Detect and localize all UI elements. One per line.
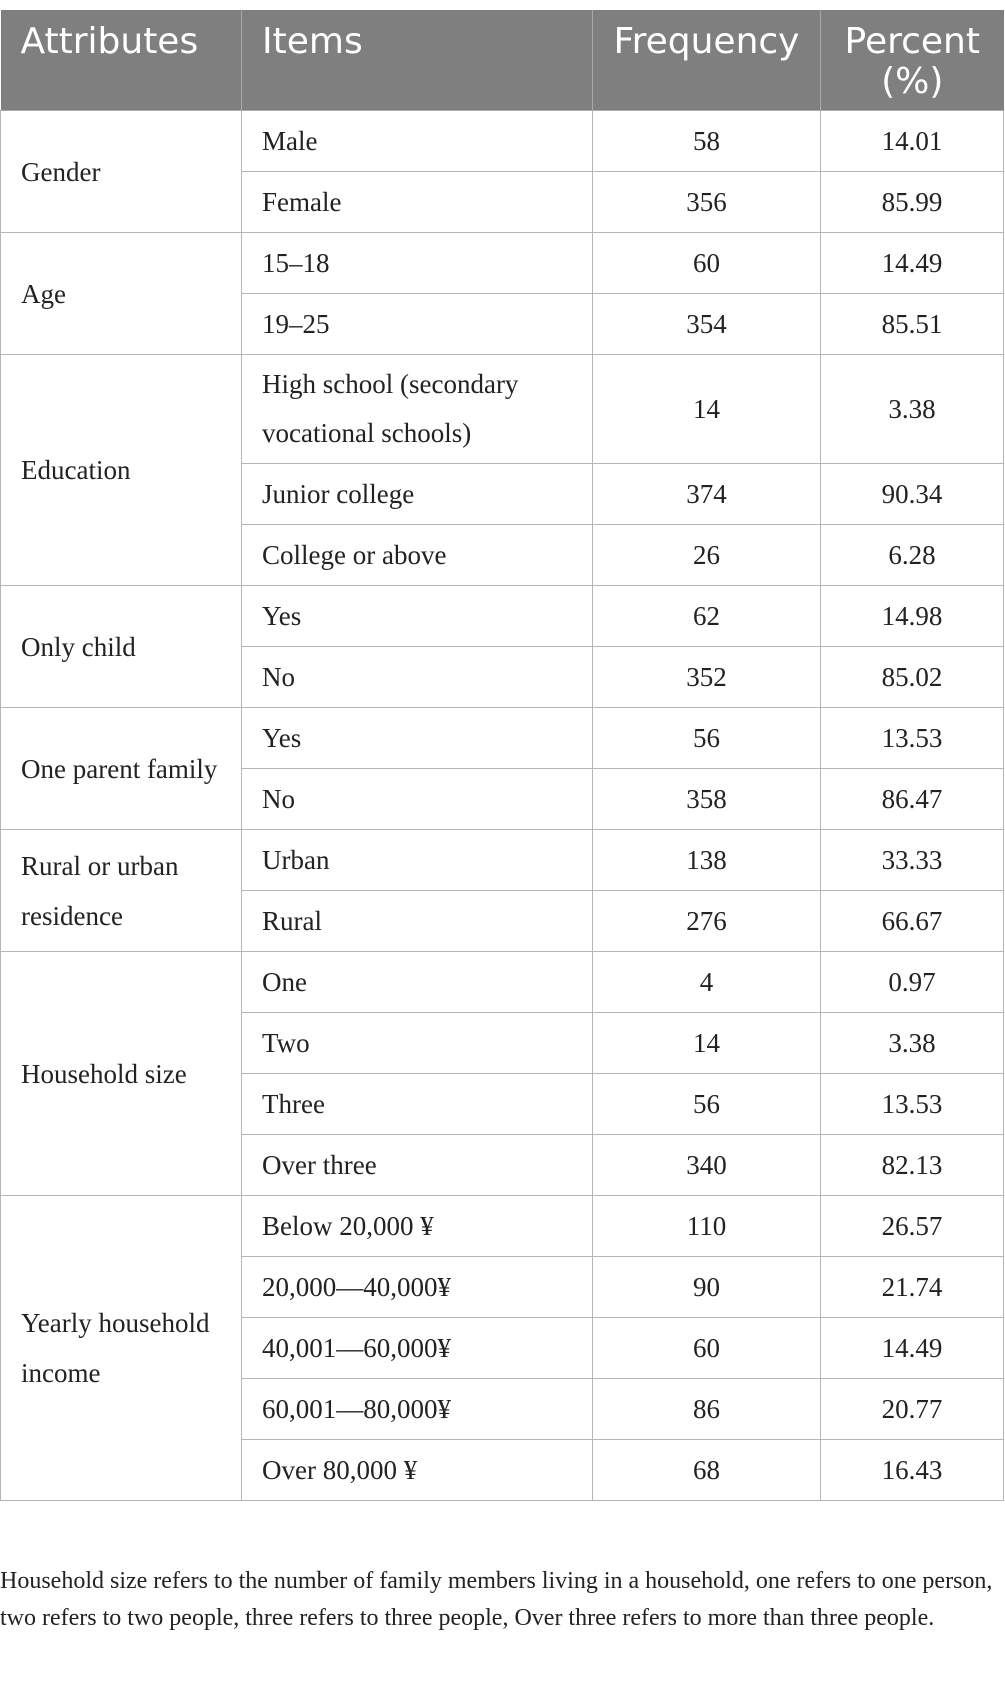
header-attributes: Attributes [1, 10, 242, 111]
frequency-cell: 354 [593, 294, 821, 355]
attribute-cell: Yearly household income [1, 1196, 242, 1501]
percent-cell: 66.67 [821, 891, 1004, 952]
frequency-cell: 58 [593, 111, 821, 172]
item-cell: Two [242, 1013, 593, 1074]
item-cell: Rural [242, 891, 593, 952]
item-cell: Female [242, 172, 593, 233]
table-row [1, 952, 1004, 1013]
percent-cell: 86.47 [821, 769, 1004, 830]
percent-cell: 33.33 [821, 830, 1004, 891]
percent-cell: 13.53 [821, 708, 1004, 769]
header-row [1, 10, 1004, 111]
frequency-cell: 352 [593, 647, 821, 708]
frequency-cell: 26 [593, 525, 821, 586]
frequency-cell: 60 [593, 233, 821, 294]
header-percent-label: Percent [844, 21, 980, 62]
frequency-cell: 374 [593, 464, 821, 525]
percent-cell: 16.43 [821, 1440, 1004, 1501]
percent-cell: 21.74 [821, 1257, 1004, 1318]
percent-cell: 26.57 [821, 1196, 1004, 1257]
frequency-cell: 56 [593, 708, 821, 769]
item-cell: Over three [242, 1135, 593, 1196]
item-cell: 40,001—60,000¥ [242, 1318, 593, 1379]
header-frequency: Frequency [593, 10, 821, 111]
item-cell: No [242, 769, 593, 830]
header-percent-unit: (%) [881, 61, 944, 102]
table-row [1, 111, 1004, 172]
frequency-cell: 356 [593, 172, 821, 233]
attribute-cell: Only child [1, 586, 242, 708]
table-row [1, 708, 1004, 769]
attribute-cell: One parent family [1, 708, 242, 830]
percent-cell: 13.53 [821, 1074, 1004, 1135]
frequency-cell: 56 [593, 1074, 821, 1135]
frequency-cell: 138 [593, 830, 821, 891]
percent-cell: 20.77 [821, 1379, 1004, 1440]
frequency-cell: 276 [593, 891, 821, 952]
attribute-cell: Household size [1, 952, 242, 1196]
table-row [1, 355, 1004, 464]
item-cell: One [242, 952, 593, 1013]
item-cell: 20,000—40,000¥ [242, 1257, 593, 1318]
table-row [1, 830, 1004, 891]
item-cell: 15–18 [242, 233, 593, 294]
header-percent [821, 10, 1004, 111]
item-cell: Urban [242, 830, 593, 891]
frequency-cell: 110 [593, 1196, 821, 1257]
percent-cell: 82.13 [821, 1135, 1004, 1196]
item-cell: College or above [242, 525, 593, 586]
demographics-table-container [0, 10, 1003, 1501]
frequency-cell: 4 [593, 952, 821, 1013]
attribute-cell: Education [1, 355, 242, 586]
percent-cell: 14.49 [821, 1318, 1004, 1379]
attribute-cell: Gender [1, 111, 242, 233]
item-cell: 60,001—80,000¥ [242, 1379, 593, 1440]
item-cell: Over 80,000 ¥ [242, 1440, 593, 1501]
demographics-table [0, 10, 1004, 1501]
percent-cell: 3.38 [821, 355, 1004, 464]
frequency-cell: 14 [593, 355, 821, 464]
table-row [1, 233, 1004, 294]
percent-cell: 14.49 [821, 233, 1004, 294]
table-row [1, 586, 1004, 647]
item-cell: Three [242, 1074, 593, 1135]
item-cell: No [242, 647, 593, 708]
header-items: Items [242, 10, 593, 111]
percent-cell: 3.38 [821, 1013, 1004, 1074]
item-cell: Yes [242, 586, 593, 647]
attribute-cell: Age [1, 233, 242, 355]
frequency-cell: 62 [593, 586, 821, 647]
frequency-cell: 68 [593, 1440, 821, 1501]
item-cell: Male [242, 111, 593, 172]
percent-cell: 85.02 [821, 647, 1004, 708]
frequency-cell: 358 [593, 769, 821, 830]
percent-cell: 14.98 [821, 586, 1004, 647]
item-cell: Junior college [242, 464, 593, 525]
percent-cell: 14.01 [821, 111, 1004, 172]
percent-cell: 85.51 [821, 294, 1004, 355]
percent-cell: 6.28 [821, 525, 1004, 586]
table-footnote: Household size refers to the number of family members living in a household, one refers to one person, two refers to two people, three refers to three people, Over three refers to more than three people. [0, 1568, 993, 1631]
percent-cell: 0.97 [821, 952, 1004, 1013]
item-cell: Yes [242, 708, 593, 769]
percent-cell: 90.34 [821, 464, 1004, 525]
frequency-cell: 14 [593, 1013, 821, 1074]
attribute-cell: Rural or urban residence [1, 830, 242, 952]
frequency-cell: 86 [593, 1379, 821, 1440]
frequency-cell: 90 [593, 1257, 821, 1318]
item-cell: Below 20,000 ¥ [242, 1196, 593, 1257]
item-cell: 19–25 [242, 294, 593, 355]
percent-cell: 85.99 [821, 172, 1004, 233]
frequency-cell: 60 [593, 1318, 821, 1379]
frequency-cell: 340 [593, 1135, 821, 1196]
item-cell: High school (secondary vocational schools) [242, 355, 593, 464]
table-row [1, 1196, 1004, 1257]
